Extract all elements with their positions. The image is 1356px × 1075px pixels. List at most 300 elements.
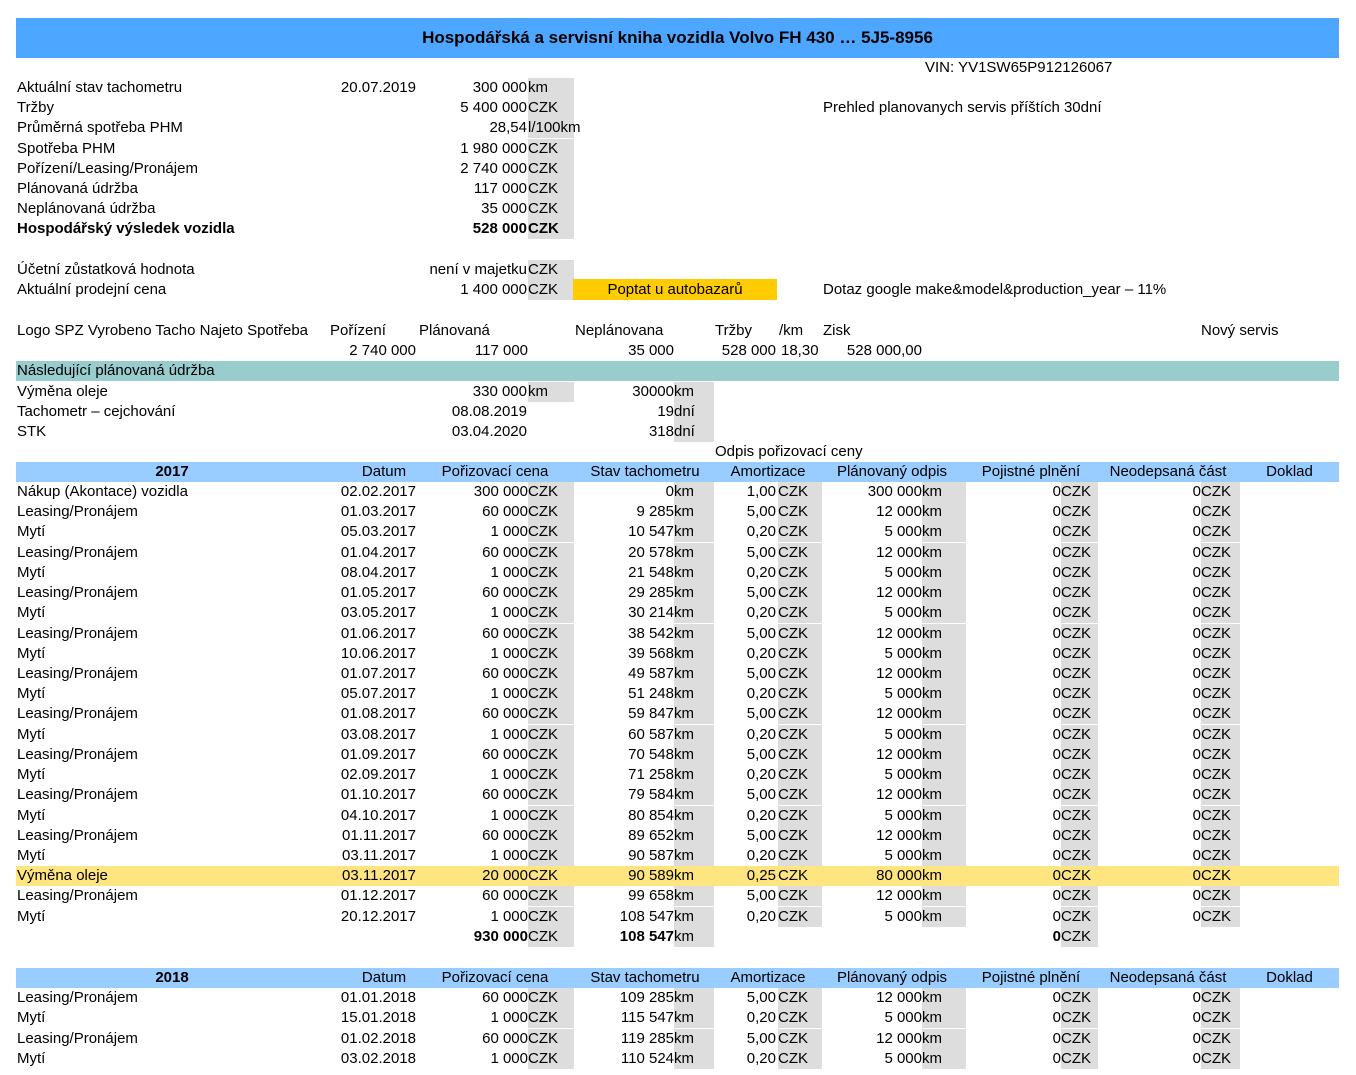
row-neodepsana: 0 — [1192, 664, 1201, 682]
row-tacho-unit: km — [674, 502, 714, 522]
row-tacho: 29 285 — [628, 584, 674, 602]
maintenance-remaining-unit: dní — [674, 402, 714, 422]
row-date: 05.07.2017 — [340, 685, 416, 703]
row-amortizace-unit: CZK — [778, 624, 822, 644]
row-pojistne: 0 — [1052, 604, 1061, 622]
summary-value: 35 000 — [481, 200, 527, 218]
row-pojistne-unit: CZK — [1061, 886, 1098, 906]
table-row[interactable] — [16, 806, 1339, 826]
row-amortizace: 1,00 — [746, 483, 776, 500]
row-tacho: 59 847 — [628, 705, 674, 723]
row-odpis-unit: km — [922, 603, 966, 623]
row-cost: 1 000 — [490, 1049, 528, 1067]
row-cost-unit: CZK — [528, 785, 574, 805]
row-neodepsana-unit: CZK — [1201, 603, 1240, 623]
row-odpis: 5 000 — [884, 685, 922, 703]
row-date: 03.11.2017 — [342, 846, 416, 864]
table-row[interactable] — [16, 785, 1339, 805]
row-label: Leasing/Pronájem — [17, 887, 138, 905]
row-amortizace-unit: CZK — [778, 664, 822, 684]
row-label: Mytí — [17, 846, 46, 864]
row-pojistne-unit: CZK — [1061, 684, 1098, 704]
row-cost-unit: CZK — [528, 745, 574, 765]
row-amortizace-unit: CZK — [778, 745, 822, 765]
row-odpis: 300 000 — [867, 483, 922, 500]
maintenance-label: Výměna oleje — [17, 383, 108, 400]
row-neodepsana: 0 — [1192, 806, 1201, 824]
row-amortizace-unit: CZK — [778, 988, 822, 1008]
row-cost: 1 000 — [490, 907, 528, 925]
row-neodepsana-unit: CZK — [1201, 886, 1240, 906]
row-cost: 60 000 — [482, 745, 528, 763]
row-cost: 20 000 — [482, 867, 528, 885]
row-neodepsana-unit: CZK — [1201, 785, 1240, 805]
table-row[interactable] — [16, 664, 1339, 684]
row-pojistne: 0 — [1052, 826, 1061, 844]
row-neodepsana-unit: CZK — [1201, 846, 1240, 866]
row-label: Leasing/Pronájem — [17, 1029, 138, 1047]
row-cost: 60 000 — [482, 887, 528, 905]
row-amortizace: 0,20 — [746, 846, 776, 864]
row-pojistne-unit: CZK — [1061, 644, 1098, 664]
book-value-label: Účetní zůstatková hodnota — [17, 261, 195, 278]
table-row[interactable] — [16, 988, 1339, 1008]
maintenance-value: 330 000 — [472, 383, 527, 400]
overview-header-km: /km — [779, 322, 804, 339]
row-neodepsana-unit: CZK — [1201, 563, 1240, 583]
row-pojistne-unit: CZK — [1061, 725, 1098, 745]
row-tacho-unit: km — [674, 704, 714, 724]
row-cost-unit: CZK — [528, 502, 574, 522]
summary-label: Pořízení/Leasing/Pronájem — [17, 159, 198, 177]
row-neodepsana: 0 — [1192, 989, 1201, 1006]
row-label: Leasing/Pronájem — [17, 826, 138, 844]
row-odpis-unit: km — [922, 846, 966, 866]
row-amortizace-unit: CZK — [778, 684, 822, 704]
row-label: Mytí — [17, 685, 46, 703]
row-neodepsana: 0 — [1192, 523, 1201, 541]
row-tacho-unit: km — [674, 563, 714, 583]
row-pojistne: 0 — [1052, 624, 1061, 642]
row-amortizace-unit: CZK — [778, 806, 822, 826]
row-pojistne-unit: CZK — [1061, 543, 1098, 563]
summary-value: 2 740 000 — [460, 159, 527, 177]
row-amortizace-unit: CZK — [778, 522, 822, 542]
summary-label: Tržby — [17, 99, 54, 117]
row-amortizace: 0,20 — [746, 725, 776, 743]
table-row[interactable] — [16, 725, 1339, 745]
row-date: 04.10.2017 — [340, 806, 416, 824]
row-pojistne: 0 — [1052, 503, 1061, 521]
row-odpis: 12 000 — [876, 705, 922, 723]
row-label: Leasing/Pronájem — [17, 786, 138, 804]
row-odpis: 12 000 — [876, 543, 922, 561]
row-pojistne-unit: CZK — [1061, 785, 1098, 805]
row-amortizace-unit: CZK — [778, 846, 822, 866]
row-pojistne: 0 — [1052, 685, 1061, 703]
row-label: Výměna oleje — [17, 867, 108, 885]
table-row[interactable] — [16, 1049, 1339, 1069]
row-amortizace: 5,00 — [746, 1029, 776, 1047]
row-odpis-unit: km — [922, 664, 966, 684]
maintenance-item — [16, 422, 1339, 442]
col-header-amortizace: Amortizace — [730, 969, 806, 986]
row-amortizace-unit: CZK — [778, 543, 822, 563]
row-odpis: 12 000 — [876, 664, 922, 682]
row-date: 01.03.2017 — [340, 503, 416, 521]
summary-unit: km — [528, 78, 574, 98]
row-neodepsana-unit: CZK — [1201, 624, 1240, 644]
row-neodepsana-unit: CZK — [1201, 988, 1240, 1008]
row-tacho-unit: km — [674, 806, 714, 826]
row-odpis: 5 000 — [884, 907, 922, 925]
row-pojistne-unit: CZK — [1061, 502, 1098, 522]
overview-intro: Logo SPZ Vyrobeno Tacho Najeto Spotřeba — [17, 322, 309, 339]
sale-price-value: 1 400 000 — [460, 281, 527, 298]
summary-label: Spotřeba PHM — [17, 139, 116, 157]
row-date: 02.09.2017 — [340, 766, 416, 784]
row-amortizace-unit: CZK — [778, 826, 822, 846]
summary-unit: CZK — [528, 139, 574, 159]
row-pojistne: 0 — [1052, 846, 1061, 864]
row-label: Leasing/Pronájem — [17, 503, 138, 521]
book-value: není v majetku — [429, 261, 527, 278]
row-tacho-unit: km — [674, 867, 694, 885]
row-odpis: 12 000 — [876, 503, 922, 521]
row-amortizace: 0,20 — [746, 604, 776, 622]
col-header-datum: Datum — [361, 969, 407, 986]
row-tacho-unit: km — [674, 745, 714, 765]
row-amortizace-unit: CZK — [778, 886, 822, 906]
table-row[interactable] — [16, 563, 1339, 583]
row-tacho: 110 524 — [620, 1049, 674, 1067]
row-cost: 60 000 — [482, 705, 528, 723]
table-row[interactable] — [16, 1008, 1339, 1028]
row-neodepsana: 0 — [1192, 685, 1201, 703]
row-odpis: 5 000 — [884, 1049, 922, 1067]
row-odpis-unit: km — [922, 745, 966, 765]
overview-value-trzby: 528 000 — [721, 342, 776, 359]
row-tacho-unit: km — [674, 583, 714, 603]
maintenance-value: 08.08.2019 — [451, 403, 527, 421]
row-tacho-unit: km — [674, 644, 714, 664]
maintenance-remaining: 19 — [657, 403, 674, 421]
row-tacho: 10 547 — [628, 523, 674, 541]
row-pojistne: 0 — [1052, 766, 1061, 784]
col-header-odpis: Plánovaný odpis — [836, 969, 948, 986]
row-amortizace-unit: CZK — [778, 644, 822, 664]
table-row[interactable] — [16, 684, 1339, 704]
row-label: Mytí — [17, 907, 46, 925]
table-row[interactable] — [16, 603, 1339, 623]
row-odpis-unit: km — [922, 988, 966, 1008]
row-amortizace: 5,00 — [746, 989, 776, 1006]
row-tacho: 39 568 — [628, 644, 674, 662]
row-odpis-unit: km — [922, 704, 966, 724]
summary-row — [16, 139, 1339, 159]
summary-label: Průměrná spotřeba PHM — [17, 119, 183, 137]
row-cost: 1 000 — [490, 685, 528, 703]
col-header-doklad: Doklad — [1266, 463, 1313, 480]
row-tacho: 90 589 — [628, 867, 674, 885]
row-odpis-unit: km — [922, 563, 966, 583]
row-cost: 60 000 — [482, 989, 528, 1006]
row-tacho-unit: km — [674, 522, 714, 542]
row-date: 01.07.2017 — [340, 664, 416, 682]
row-date: 15.01.2018 — [340, 1009, 416, 1027]
row-neodepsana-unit: CZK — [1201, 482, 1240, 502]
table-row[interactable] — [16, 886, 1339, 906]
table-row[interactable] — [16, 624, 1339, 644]
col-header-tacho: Stav tachometru — [590, 463, 700, 480]
table-row[interactable] — [16, 765, 1339, 785]
row-neodepsana-unit: CZK — [1201, 704, 1240, 724]
row-label: Nákup (Akontace) vozidla — [17, 483, 188, 500]
row-neodepsana-unit: CZK — [1201, 867, 1231, 885]
row-odpis: 12 000 — [876, 584, 922, 602]
row-odpis: 12 000 — [876, 745, 922, 763]
row-cost: 1 000 — [490, 846, 528, 864]
row-label: Leasing/Pronájem — [17, 584, 138, 602]
row-pojistne: 0 — [1052, 1049, 1061, 1067]
overview-header-zisk: Zisk — [823, 322, 851, 339]
row-odpis: 5 000 — [884, 846, 922, 864]
row-pojistne-unit: CZK — [1061, 806, 1098, 826]
total-tacho: 108 547 — [619, 927, 674, 945]
row-neodepsana: 0 — [1192, 543, 1201, 561]
row-amortizace-unit: CZK — [778, 482, 822, 502]
row-odpis-unit: km — [922, 867, 942, 885]
row-odpis-unit: km — [922, 543, 966, 563]
row-odpis: 5 000 — [884, 725, 922, 743]
row-cost-unit: CZK — [528, 765, 574, 785]
row-pojistne: 0 — [1052, 1029, 1061, 1047]
row-pojistne-unit: CZK — [1061, 583, 1098, 603]
row-cost-unit: CZK — [528, 907, 574, 927]
row-pojistne-unit: CZK — [1061, 1029, 1098, 1049]
table-row[interactable] — [16, 502, 1339, 522]
maintenance-unit: km — [528, 382, 574, 402]
row-odpis: 12 000 — [876, 786, 922, 804]
year-label: 2018 — [155, 969, 189, 986]
row-cost: 60 000 — [482, 503, 528, 521]
summary-unit: CZK — [528, 159, 574, 179]
row-cost-unit: CZK — [528, 644, 574, 664]
row-pojistne: 0 — [1052, 664, 1061, 682]
table-row[interactable] — [16, 826, 1339, 846]
table-row[interactable] — [16, 846, 1339, 866]
row-amortizace: 0,20 — [746, 644, 776, 662]
row-date: 02.02.2017 — [340, 483, 416, 500]
row-neodepsana: 0 — [1192, 745, 1201, 763]
row-pojistne: 0 — [1052, 483, 1061, 500]
row-label: Mytí — [17, 725, 46, 743]
row-neodepsana: 0 — [1192, 604, 1201, 622]
overview-header-porizeni: Pořízení — [330, 322, 386, 339]
row-amortizace: 0,20 — [746, 523, 776, 541]
table-row[interactable] — [16, 745, 1339, 765]
col-header-datum: Datum — [361, 463, 407, 480]
overview-header-novy-servis: Nový servis — [1201, 322, 1279, 339]
row-tacho: 60 587 — [628, 725, 674, 743]
overview-header-planovana: Plánovaná — [419, 322, 490, 339]
row-amortizace: 5,00 — [746, 786, 776, 804]
row-tacho-unit: km — [674, 1008, 714, 1028]
row-pojistne: 0 — [1052, 989, 1061, 1006]
row-odpis-unit: km — [922, 1008, 966, 1028]
row-cost: 1 000 — [490, 604, 528, 622]
row-label: Leasing/Pronájem — [17, 989, 138, 1006]
row-date: 01.04.2017 — [340, 543, 416, 561]
table-row[interactable] — [16, 907, 1339, 927]
row-neodepsana-unit: CZK — [1201, 745, 1240, 765]
row-pojistne: 0 — [1052, 867, 1061, 885]
row-cost-unit: CZK — [528, 886, 574, 906]
row-label: Leasing/Pronájem — [17, 543, 138, 561]
overview-header-trzby: Tržby — [715, 322, 752, 339]
row-amortizace-unit: CZK — [778, 907, 822, 927]
row-neodepsana: 0 — [1192, 887, 1201, 905]
row-cost: 60 000 — [482, 1029, 528, 1047]
row-cost: 1 000 — [490, 725, 528, 743]
col-header-doklad: Doklad — [1266, 969, 1313, 986]
row-pojistne: 0 — [1052, 725, 1061, 743]
row-amortizace-unit: CZK — [778, 1008, 822, 1028]
row-date: 08.04.2017 — [340, 563, 416, 581]
summary-unit: CZK — [528, 98, 574, 118]
row-tacho: 9 285 — [636, 503, 674, 521]
row-odpis: 5 000 — [884, 806, 922, 824]
row-neodepsana: 0 — [1192, 483, 1201, 500]
row-neodepsana: 0 — [1192, 826, 1201, 844]
table-row[interactable] — [16, 543, 1339, 563]
row-date: 01.01.2018 — [340, 989, 416, 1006]
table-row[interactable] — [16, 866, 1339, 886]
row-neodepsana-unit: CZK — [1201, 765, 1240, 785]
summary-row — [16, 78, 1339, 98]
row-date: 03.11.2017 — [342, 867, 416, 885]
table-row[interactable] — [16, 644, 1339, 664]
row-pojistne: 0 — [1052, 786, 1061, 804]
row-neodepsana: 0 — [1192, 786, 1201, 804]
row-pojistne-unit: CZK — [1061, 907, 1098, 927]
row-amortizace: 5,00 — [746, 705, 776, 723]
row-amortizace: 0,20 — [746, 685, 776, 703]
row-odpis-unit: km — [922, 502, 966, 522]
table-row[interactable] — [16, 482, 1339, 502]
ask-dealers-button[interactable]: Poptat u autobazarů — [573, 279, 777, 300]
row-cost-unit: CZK — [528, 806, 574, 826]
row-amortizace: 5,00 — [746, 745, 776, 763]
total-pojistne-unit: CZK — [1061, 927, 1098, 947]
row-tacho-unit: km — [674, 1049, 714, 1069]
row-date: 01.09.2017 — [340, 745, 416, 763]
total-pojistne: 0 — [1052, 927, 1061, 945]
row-tacho: 38 542 — [628, 624, 674, 642]
row-cost-unit: CZK — [528, 664, 574, 684]
row-amortizace: 5,00 — [746, 887, 776, 905]
row-neodepsana: 0 — [1192, 1009, 1201, 1027]
row-odpis-unit: km — [922, 522, 966, 542]
row-tacho: 119 285 — [620, 1029, 674, 1047]
row-neodepsana: 0 — [1192, 1049, 1201, 1067]
row-cost: 60 000 — [482, 664, 528, 682]
row-cost-unit: CZK — [528, 867, 558, 885]
summary-value: 117 000 — [473, 180, 527, 197]
next-maintenance-header — [16, 361, 1339, 381]
summary-row — [16, 118, 1339, 138]
row-amortizace-unit: CZK — [778, 1049, 822, 1069]
row-neodepsana: 0 — [1192, 725, 1201, 743]
maintenance-label: STK — [17, 423, 47, 441]
summary-label: Neplánovaná údržba — [17, 200, 156, 218]
row-tacho-unit: km — [674, 1029, 714, 1049]
row-cost: 1 000 — [490, 806, 528, 824]
col-header-cena: Pořizovací cena — [441, 969, 549, 986]
row-odpis-unit: km — [922, 886, 966, 906]
summary-row — [16, 179, 1339, 199]
maintenance-remaining-unit: km — [674, 382, 714, 402]
summary-unit: CZK — [528, 199, 574, 219]
row-neodepsana: 0 — [1192, 584, 1201, 602]
col-header-tacho: Stav tachometru — [590, 969, 700, 986]
row-cost-unit: CZK — [528, 846, 574, 866]
summary-date: 20.07.2019 — [340, 79, 416, 96]
row-pojistne-unit: CZK — [1061, 704, 1098, 724]
row-odpis-unit: km — [922, 583, 966, 603]
row-amortizace: 5,00 — [746, 624, 776, 642]
row-tacho: 21 548 — [628, 563, 674, 581]
row-pojistne: 0 — [1052, 543, 1061, 561]
row-cost-unit: CZK — [528, 725, 574, 745]
summary-unit: l/100km — [528, 119, 581, 137]
row-cost-unit: CZK — [528, 1008, 574, 1028]
row-cost: 60 000 — [482, 584, 528, 602]
depreciation-caption: Odpis pořizovací ceny — [715, 443, 863, 460]
maintenance-remaining: 318 — [648, 423, 674, 441]
row-odpis: 5 000 — [884, 604, 922, 622]
summary-value: 300 000 — [472, 79, 527, 96]
summary-value: 1 980 000 — [460, 139, 527, 157]
row-odpis-unit: km — [922, 482, 966, 502]
table-row[interactable] — [16, 1029, 1339, 1049]
row-tacho: 70 548 — [628, 745, 674, 763]
row-pojistne: 0 — [1052, 705, 1061, 723]
vin-label: VIN: YV1SW65P912126067 — [925, 59, 1113, 76]
row-cost-unit: CZK — [528, 704, 574, 724]
next-maintenance-title: Následující plánovaná údržba — [17, 362, 215, 379]
plan-overview-text: Prehled planovanych servis příštích 30dní — [823, 99, 1102, 116]
col-header-neodepsana: Neodepsaná část — [1109, 969, 1227, 986]
row-pojistne: 0 — [1052, 644, 1061, 662]
col-header-amortizace: Amortizace — [730, 463, 806, 480]
row-amortizace: 0,25 — [746, 867, 776, 885]
row-neodepsana-unit: CZK — [1201, 502, 1240, 522]
row-tacho: 0 — [665, 483, 674, 500]
row-pojistne: 0 — [1052, 1009, 1061, 1027]
row-cost: 60 000 — [482, 624, 528, 642]
row-odpis: 12 000 — [876, 1029, 922, 1047]
table-row[interactable] — [16, 522, 1339, 542]
col-header-neodepsana: Neodepsaná část — [1109, 463, 1227, 480]
table-row[interactable] — [16, 583, 1339, 603]
row-tacho-unit: km — [674, 725, 714, 745]
row-tacho-unit: km — [674, 482, 714, 502]
row-amortizace: 0,20 — [746, 907, 776, 925]
row-amortizace-unit: CZK — [778, 502, 822, 522]
row-tacho: 80 854 — [628, 806, 674, 824]
table-row[interactable] — [16, 704, 1339, 724]
